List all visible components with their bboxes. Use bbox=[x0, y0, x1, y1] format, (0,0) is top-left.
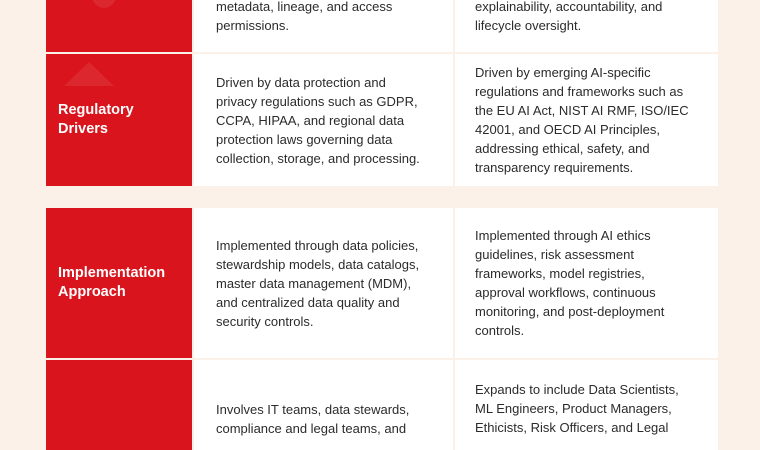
cell-text-line: stewardship models, data catalogs, bbox=[216, 256, 420, 272]
cell-text-line: Driven by data protection and bbox=[216, 74, 386, 90]
cell-text-line: controls. bbox=[475, 323, 525, 338]
ai-governance-cell bbox=[455, 360, 718, 450]
cell-text-line: regulations and frameworks such as bbox=[475, 84, 684, 99]
row-label bbox=[46, 0, 192, 52]
watermark-icon bbox=[54, 56, 124, 96]
row-label-line: Approach bbox=[58, 284, 126, 300]
table-row bbox=[46, 208, 718, 358]
cell-text-line: master data management (MDM), bbox=[216, 275, 412, 291]
cell-text-line: Ethicists, Risk Officers, and Legal bbox=[475, 420, 669, 435]
data-governance-cell bbox=[194, 360, 453, 450]
cell-text-line: ML Engineers, Product Managers, bbox=[475, 401, 672, 416]
cell-text-line: compliance and legal teams, and bbox=[216, 421, 407, 436]
cell-text-line: security controls. bbox=[216, 313, 314, 329]
row-label-line: Drivers bbox=[58, 121, 108, 137]
cell-text-line: permissions. bbox=[216, 18, 289, 33]
ai-governance-cell bbox=[455, 0, 718, 52]
cell-text-line: lifecycle oversight. bbox=[475, 18, 582, 33]
cell-text-line: transparency requirements. bbox=[475, 160, 634, 175]
row-label-regulatory-drivers bbox=[46, 54, 192, 186]
cell-text-line: explainability, accountability, and bbox=[475, 0, 663, 14]
cell-text-line: Expands to include Data Scientists, bbox=[475, 382, 679, 397]
cell-text-line: addressing ethical, safety, and bbox=[475, 141, 650, 156]
cell-text-line: frameworks, model registries, bbox=[475, 266, 645, 281]
watermark-icon bbox=[54, 0, 124, 22]
cell-text-line: monitoring, and post-deployment bbox=[475, 304, 665, 319]
data-governance-cell bbox=[194, 208, 453, 358]
ai-governance-cell bbox=[455, 208, 718, 358]
cell-text-line: and centralized data quality and bbox=[216, 294, 400, 310]
row-label-line: Regulatory bbox=[58, 102, 134, 118]
row-label-line: Implementation bbox=[58, 265, 166, 281]
table-row bbox=[46, 360, 718, 450]
table-row bbox=[46, 0, 718, 52]
cell-text-line: Involves IT teams, data stewards, bbox=[216, 402, 410, 417]
cell-text-line: collection, storage, and processing. bbox=[216, 150, 420, 166]
cell-text-line: guidelines, risk assessment bbox=[475, 247, 634, 262]
ai-governance-cell bbox=[455, 54, 718, 186]
row-label-implementation-approach bbox=[46, 208, 192, 358]
cell-text-line: 42001, and OECD AI Principles, bbox=[475, 122, 660, 137]
cell-text-line: protection laws governing data bbox=[216, 131, 393, 147]
cell-text-line: Implemented through AI ethics bbox=[475, 228, 651, 243]
cell-text-line: privacy regulations such as GDPR, bbox=[216, 93, 418, 109]
cell-text-line: Implemented through data policies, bbox=[216, 237, 419, 253]
cell-text-line: metadata, lineage, and access bbox=[216, 0, 393, 14]
cell-text-line: the EU AI Act, NIST AI RMF, ISO/IEC bbox=[475, 103, 689, 118]
cell-text-line: CCPA, HIPAA, and regional data bbox=[216, 112, 405, 128]
cell-text-line: Driven by emerging AI-specific bbox=[475, 65, 651, 80]
table-row bbox=[46, 54, 718, 186]
row-label bbox=[46, 360, 192, 450]
data-governance-cell bbox=[194, 54, 453, 186]
data-governance-cell bbox=[194, 0, 453, 52]
cell-text-line: approval workflows, continuous bbox=[475, 285, 656, 300]
